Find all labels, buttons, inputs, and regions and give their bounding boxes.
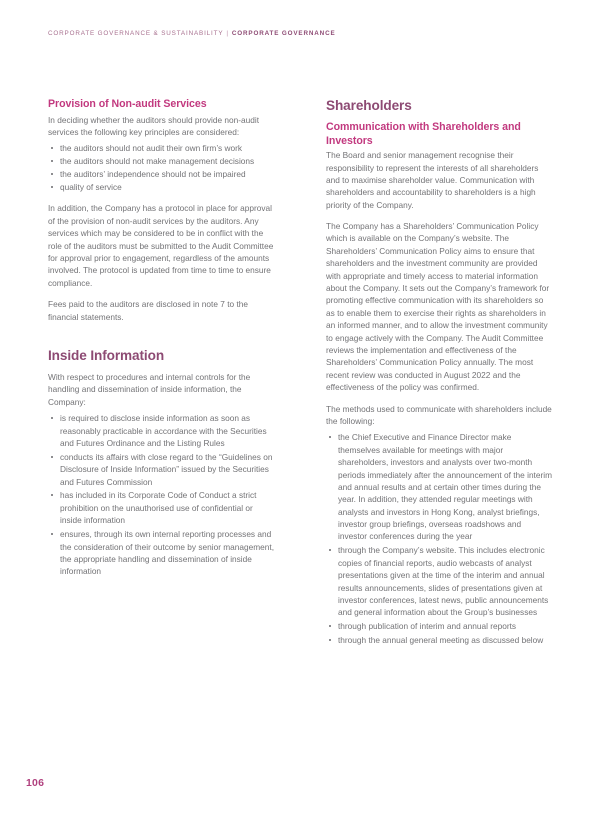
paragraph-methods-intro: The methods used to communicate with shareholders include the following: [326,403,552,426]
list-item: has included in its Corporate Code of Conduct a strict prohibition on the unauthorised use of confidential or inside information [48,489,274,526]
paragraph-protocol: In addition, the Company has a protocol in place for approval of the provision of non-audit services by the auditors. Any services which may be considered to be in conflict with the role of the auditors must be submitted to the Audit Committee for approval prior to engagement, regardless of the amounts involved. The protocol is updated from time to time to ensure compliance. [48,203,274,288]
list-item: the auditors should not make management decisions [48,155,274,167]
body-columns [48,98,552,648]
list-non-audit-principles [48,142,274,193]
paragraph-inside-information-intro: With respect to procedures and internal controls for the handling and dissemination of inside information, the Company: [48,371,251,407]
running-header-primary: CORPORATE GOVERNANCE & SUSTAINABILITY [48,30,224,37]
right-column [326,98,552,648]
paragraph-board-responsibility: The Board and senior management recognise their responsibility to represent the interests of all shareholders and to maximise shareholder value. Communication with shareholders and accountability to shareholders is a high priority of the Company. [326,150,539,210]
list-item: the auditors’ independence should not be impaired [48,168,274,180]
running-header [48,31,336,37]
left-column [48,98,274,648]
list-item: through the Company’s website. This includes electronic copies of financial reports, audio webcasts of analyst presentations given at the time of the interim and annual results announcements, slides of presentations given at investor conferences, latest news, public announcements and general information about the Group’s businesses [326,544,552,618]
spacer [48,332,274,348]
heading-inside-information: Inside Information [48,347,165,363]
list-item: the Chief Executive and Finance Director make themselves available for meetings with major shareholders, investors and analysts over two-month periods immediately after the announcement of the interim and annual results and at certain other times during the year. In addition, they attended regular meetings with analysts and investors in Hong Kong, analyst briefings, investor group briefings, overseas roadshows and investor conferences during the year [326,431,552,543]
heading-provision-of-non-audit-services: Provision of Non-audit Services [48,98,207,110]
list-communication-methods [326,431,552,646]
list-item: is required to disclose inside information as soon as reasonably practicable in accordance with the Securities and Futures Ordinance and the Listing Rules [48,412,274,449]
list-item: through publication of interim and annual reports [326,620,552,632]
paragraph-fees-paid: Fees paid to the auditors are disclosed in note 7 to the financial statements. [48,299,248,322]
list-item: the auditors should not audit their own firm’s work [48,142,274,154]
list-item: ensures, through its own internal reporting processes and the consideration of their outcome by senior management, the appropriate handling and dissemination of inside information [48,528,274,578]
list-inside-information-points [48,412,274,578]
page-number: 106 [26,777,45,789]
list-item: conducts its affairs with close regard to the “Guidelines on Disclosure of Inside Information” issued by the Securities and Futures Commission [48,451,274,488]
list-item: through the annual general meeting as discussed below [326,634,552,646]
heading-communication-with-shareholders-and-investors: Communication with Shareholders and Investors [326,121,521,147]
paragraph-communication-policy: The Company has a Shareholders’ Communication Policy which is available on the Company’s website. The Shareholders’ Communication Policy aims to ensure that shareholders and the investment community are provided with appropriate and timely access to material information about the Company. It sets out the Company’s framework for promoting effective communication with its shareholders so as to enable them to exercise their rights as shareholders in an informed manner, and to allow the investment community to engage actively with the Company. The Audit Committee reviews the implementation and effectiveness of the Shareholders’ Communication Policy annually. The most recent review was conducted in August 2022 and the effectiveness of the policy was confirmed. [326,221,550,393]
list-item: quality of service [48,181,274,193]
running-header-separator: | [226,30,229,37]
heading-shareholders: Shareholders [326,98,412,113]
paragraph-non-audit-intro: In deciding whether the auditors should provide non-audit services the following key principles are considered: [48,114,260,137]
running-header-secondary: CORPORATE GOVERNANCE [231,30,336,37]
